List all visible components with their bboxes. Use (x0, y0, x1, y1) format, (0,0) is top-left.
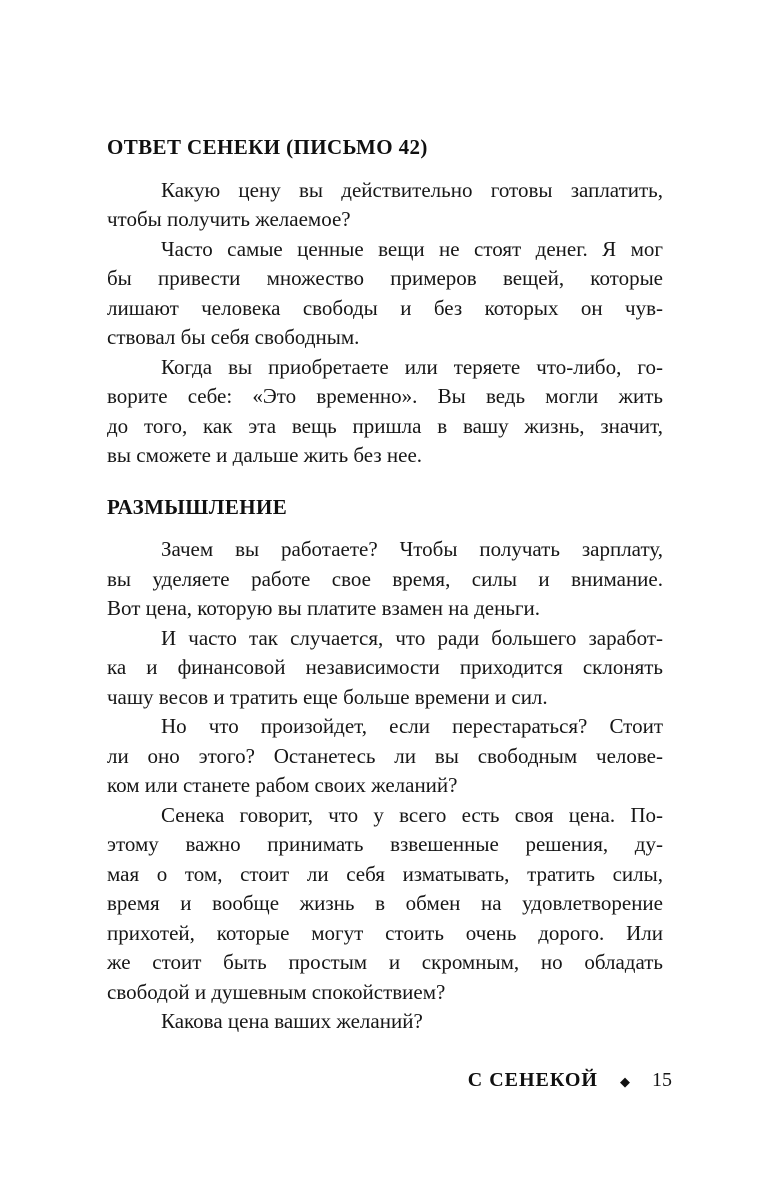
paragraph (107, 624, 663, 713)
paragraph-line: Вот цена, которую вы платите взамен на деньги. (107, 596, 540, 620)
paragraph-line: чтобы получить желаемое? (107, 207, 351, 231)
paragraph-line: Какую цену вы действительно готовы заплатить, (161, 177, 663, 202)
paragraph (107, 353, 663, 471)
page-number: 15 (652, 1069, 672, 1091)
paragraph-line: Какова цена ваших желаний? (161, 1009, 423, 1033)
paragraph-line: до того, как эта вещь пришла в вашу жизнь, значит, (107, 413, 663, 438)
page-footer (468, 1069, 672, 1092)
paragraph-line: ком или станете рабом своих желаний? (107, 773, 458, 797)
paragraph-line: вы уделяете работе свое время, силы и внимание. (107, 566, 663, 591)
paragraph-line: лишают человека свободы и без которых он чув- (107, 295, 663, 320)
paragraph-line: Сенека говорит, что у всего есть своя цена. По- (161, 802, 663, 827)
paragraph (107, 176, 663, 235)
paragraph-line: мая о том, стоит ли себя изматывать, тратить силы, (107, 861, 663, 886)
paragraph-line: свободой и душевным спокойствием? (107, 979, 446, 1004)
paragraph (107, 712, 663, 801)
paragraph (107, 235, 663, 353)
section-heading: РАЗМЫШЛЕНИЕ (107, 494, 288, 519)
paragraph-line: время и вообще жизнь в обмен на удовлетворение (107, 891, 663, 915)
paragraph-line: ли оно этого? Останетесь ли вы свободным челове- (107, 743, 663, 768)
running-title: С СЕНЕКОЙ (467, 1069, 598, 1091)
paragraph-line: ворите себе: «Это временно». Вы ведь могли жить (107, 384, 663, 408)
paragraph-line: ка и финансовой независимости приходится склонять (107, 655, 663, 679)
paragraph-line: И часто так случается, что ради большего заработ- (161, 625, 663, 650)
paragraph (107, 535, 663, 624)
paragraph (107, 1007, 663, 1037)
paragraph-line: Когда вы приобретаете или теряете что-либо, го- (161, 354, 663, 379)
section-heading: ОТВЕТ СЕНЕКИ (ПИСЬМО 42) (107, 135, 428, 159)
paragraph-line: чашу весов и тратить еще больше времени и сил. (107, 684, 548, 709)
paragraph-line: Но что произойдет, если перестараться? Стоит (161, 714, 663, 738)
diamond-icon: ◆ (620, 1074, 630, 1089)
paragraph-line: же стоит быть простым и скромным, но обладать (107, 950, 663, 974)
page-body (107, 133, 663, 1037)
paragraph (107, 801, 663, 1008)
paragraph-line: прихотей, которые могут стоить очень дорого. Или (107, 920, 663, 945)
paragraph-line: этому важно принимать взвешенные решения, ду- (107, 832, 663, 856)
paragraph-line: вы сможете и дальше жить без нее. (107, 443, 423, 467)
paragraph-line: ствовал бы себя свободным. (107, 325, 360, 349)
paragraph-line: Зачем вы работаете? Чтобы получать зарплату, (161, 537, 663, 561)
paragraph-line: Часто самые ценные вещи не стоят денег. Я мог (161, 236, 663, 261)
paragraph-line: бы привести множество примеров вещей, которые (107, 266, 663, 290)
